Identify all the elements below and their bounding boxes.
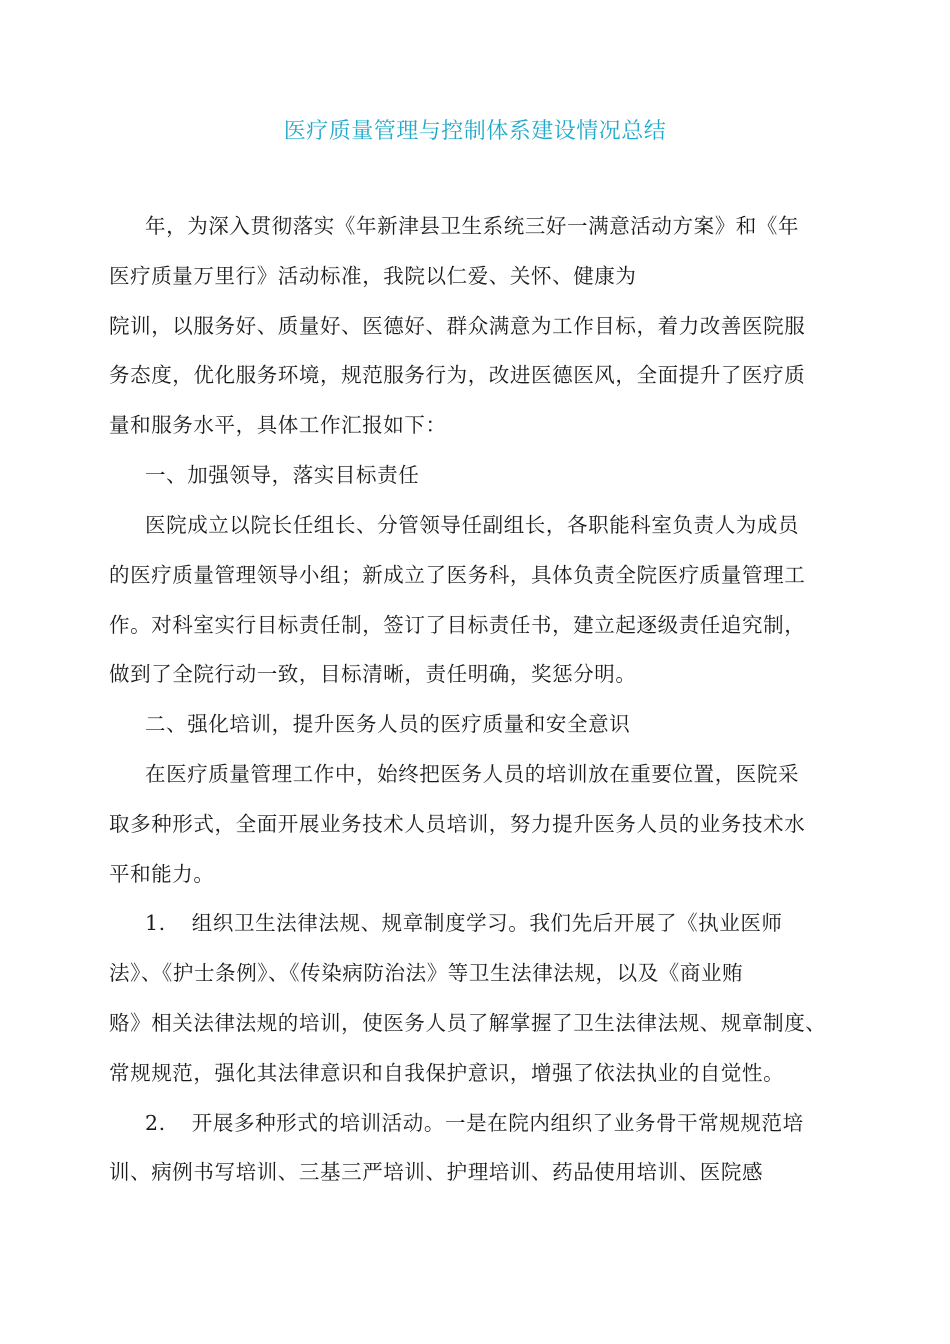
paragraph-line: 量和服务水平，具体工作汇报如下：	[109, 413, 447, 437]
item-text: 组织卫生法律法规、规章制度学习。我们先后开展了《执业医师	[191, 911, 783, 935]
paragraph-line: 法》、《护士条例》、《传染病防治法》等卫生法律法规，以及《商业贿	[109, 961, 744, 985]
paragraph-line: 医院成立以院长任组长、分管领导任副组长，各职能科室负责人为成员	[145, 513, 800, 537]
paragraph-line: 医疗质量万里行》活动标准，我院以仁爱、关怀、健康为	[109, 264, 637, 288]
item-text: 开展多种形式的培训活动。一是在院内组织了业务骨干常规规范培	[191, 1111, 804, 1135]
paragraph-line: 在医疗质量管理工作中，始终把医务人员的培训放在重要位置，医院采	[145, 762, 800, 786]
paragraph-line: 取多种形式，全面开展业务技术人员培训，努力提升医务人员的业务技术水	[109, 812, 806, 836]
document-title: 医疗质量管理与控制体系建设情况总结	[283, 119, 667, 144]
paragraph-line: 赂》相关法律法规的培训，使医务人员了解掌握了卫生法律法规、规章制度、	[109, 1011, 827, 1035]
paragraph-line: 训、病例书写培训、三基三严培训、护理培训、药品使用培训、医院感	[109, 1160, 764, 1184]
paragraph-line: 常规规范，强化其法律意识和自我保护意识，增强了依法执业的自觉性。	[109, 1061, 785, 1085]
numbered-item-1	[145, 909, 783, 937]
paragraph-line: 作。对科室实行目标责任制，签订了目标责任书，建立起逐级责任追究制，	[109, 613, 806, 637]
paragraph-line: 的医疗质量管理领导小组；新成立了医务科，具体负责全院医疗质量管理工	[109, 563, 806, 587]
section-heading-1: 一、加强领导，落实目标责任	[145, 463, 420, 487]
numbered-item-2	[145, 1109, 804, 1137]
item-number: 1.	[145, 911, 166, 935]
paragraph-line: 平和能力。	[109, 862, 215, 886]
paragraph-line: 年，为深入贯彻落实《年新津县卫生系统三好一满意活动方案》和《年	[145, 214, 800, 238]
paragraph-line: 务态度，优化服务环境，规范服务行为，改进医德医风，全面提升了医疗质	[109, 363, 806, 387]
paragraph-line: 院训，以服务好、质量好、医德好、群众满意为工作目标，着力改善医院服	[109, 314, 806, 338]
item-number: 2.	[145, 1111, 166, 1135]
section-heading-2: 二、强化培训，提升医务人员的医疗质量和安全意识	[145, 712, 631, 736]
paragraph-line: 做到了全院行动一致，目标清晰，责任明确，奖惩分明。	[109, 662, 637, 686]
